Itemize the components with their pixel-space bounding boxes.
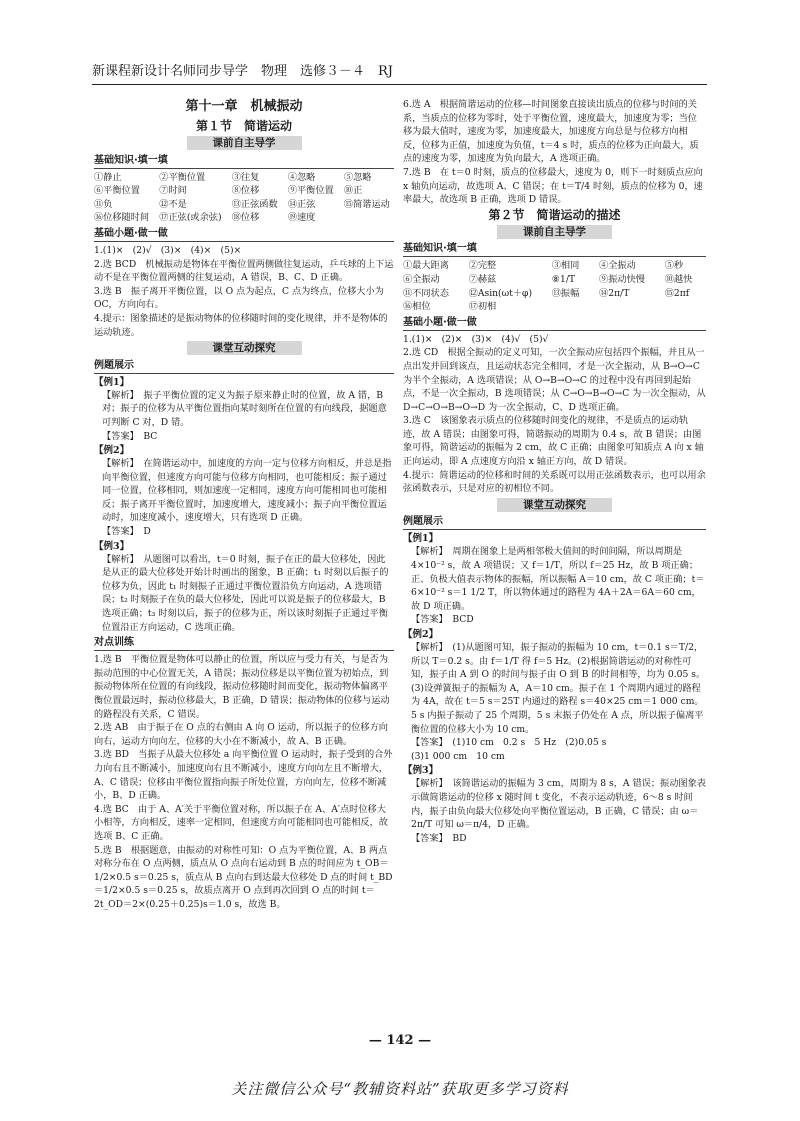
band-pre-class: 课前自主导学	[94, 136, 394, 151]
example-1-answer: 【答案】 BC	[102, 430, 158, 442]
fill-answer: ⑦赫兹	[468, 273, 497, 285]
right-column	[403, 98, 706, 845]
example-3-analysis: 【解析】 从题图可以看出，t＝0 时刻，振子在正的最大位移处，因此是从正的最大位移处开始计时画出的图象，B 正确；t₁ 时刻以后振子的位移为负，因此 t₁ 时刻振子正通过平衡位置沿负方向运动，A 选项错误；t₂ 时刻振子在负的最大位移处，因此可以说是振子的位移最大，B 选项正确；t₃ 时刻以后，振子的位移为正，所以该时刻振子正通过平衡位置沿正方向运动，C 选项正确。	[102, 553, 389, 633]
example-3-title-2: 【例3】	[403, 765, 439, 777]
fill-answer: ⑫不是	[159, 198, 187, 210]
page-number: — 142 —	[368, 1033, 432, 1048]
fill-answer: ⑦时间	[159, 185, 187, 197]
exercise-answer: 2.选 BCD 机械振动是物体在平衡位置两侧做往复运动，乒乓球的上下运动不是在平衡位置两侧的往复运动，A 错误，B、C、D 正确。	[94, 258, 394, 284]
fill-answer: ⑮2πf	[664, 287, 690, 299]
example-2-answer: 【答案】 D	[102, 526, 151, 538]
fill-answers-grid-2	[403, 259, 706, 313]
example-3-title: 【例3】	[94, 540, 130, 552]
basic-exercise-answers-2	[403, 333, 706, 496]
fill-answer: ⑫Asin(ωt＋φ)	[468, 287, 533, 299]
training-answer: 6.选 A 根据简谐运动的位移—时间图象直接读出质点的位移与时间的关系，当质点的位移为零时，处于平衡位置，速度最大，加速度为零；当位移为最大值时，速度为零，加速度最大，加速度方向总是与位移方向相反，位移为正值，加速度为负值，t＝4 s 时，质点的位移为正向最大，质点的速度为零，加速度为负向最大，A 选项正确。	[403, 99, 699, 165]
example-2-title-2: 【例2】	[403, 629, 439, 640]
running-header: 新课程新设计名师同步导学 物理 选修３－４ RJ	[92, 62, 707, 85]
fill-answer: ②平衡位置	[159, 171, 206, 183]
example-label-2: 例题展示	[403, 515, 706, 530]
fill-answers-grid	[94, 171, 394, 225]
fill-answer: ⑥平衡位置	[94, 185, 140, 197]
fill-answer: ⑬振幅	[551, 287, 580, 299]
fill-answer: ⑤秒	[664, 260, 684, 272]
fill-answer: ⑤忽略	[343, 171, 372, 183]
band-pre-class-2: 课前自主导学	[403, 225, 706, 240]
fill-answer: ⑬正弦函数	[231, 198, 278, 210]
fill-answer: ⑨振动快慢	[599, 273, 645, 285]
fill-answer: ⑲速度	[287, 212, 316, 224]
basic-exercise-answers	[94, 244, 394, 339]
example-1-title: 【例1】	[94, 376, 130, 388]
fill-answer: ②完整	[468, 260, 497, 272]
fill-answer: ⑯位移随时间	[94, 212, 150, 224]
fill-answer: ⑥全振动	[403, 273, 440, 285]
training-answer: 2.选 AB 由于振子在 O 点的右侧由 A 向 O 运动，所以振子的位移方向向右，运动方向向左，位移的大小在不断减小，故 A、B 正确。	[94, 722, 388, 747]
fill-answer: ⑩正	[343, 185, 363, 197]
example-1-answer-2: 【答案】 BCD	[411, 614, 474, 626]
training-answer: 4.选 BC 由于 A、A′关于平衡位置对称，所以振子在 A、A′点时位移大小相等，方向相反，速率一定相同，但速度方向可能相同也可能相反，故选项 B、C 正确。	[94, 803, 388, 842]
basic-knowledge-label: 基础知识·填一填	[94, 154, 394, 169]
fill-answer: ⑧1/T	[551, 273, 576, 285]
example-3-answer-2: 【答案】 BD	[411, 832, 467, 844]
example-1-analysis: 【解析】 振子平衡位置的定义为振子原来静止时的位置，故 A 错，B 对；振子的位移为从平衡位置指向某时刻所在位置的有向线段，据题意可判断 C 对，D 错。	[102, 389, 387, 428]
example-2-answer-2a: 【答案】 (1)10 cm 0.2 s 5 Hz (2)0.05 s	[411, 737, 607, 749]
fill-answer: ⑰正弦(或余弦)	[159, 212, 222, 224]
fill-answer: ④忽略	[287, 171, 316, 183]
fill-answer: ⑭正弦	[287, 198, 316, 210]
example-2-analysis-2: 【解析】 (1)从题图可知，振子振动的振幅为 10 cm，t＝0.1 s＝T/2，所以 T＝0.2 s。由 f＝1/T 得 f＝5 Hz。(2)根据简谐运动的对称性可知，振子由 A 到 O 的时间与振子由 O 到 B 的时间相等，均为 0.05 s。(3)设弹簧振子的振幅为 A，A＝10 cm。振子在 1 个周期内通过的路程为 4A，故在 t＝5 s＝25T 内通过的路程 s＝40×25 cm＝1 000 cm。5 s 内振子振动了 25 个周期，5 s 末振子仍处在 A 点，所以振子偏离平衡位置的位移大小为 10 cm。	[411, 642, 706, 735]
exercise-answer: 4.提示：图象描述的是振动物体的位移随时间的变化规律，并不是物体的运动轨迹。	[94, 312, 388, 338]
exercise-answer: 1.(1)× (2)× (3)× (4)√ (5)√	[403, 333, 549, 345]
band-in-class-2: 课堂互动探究	[403, 498, 706, 513]
example-1-title-2: 【例1】	[403, 533, 439, 545]
fill-answer: ⑪负	[94, 198, 113, 210]
fill-answer: ③往复	[231, 171, 260, 183]
exercise-answer: 4.提示：简谐运动的位移和时间的关系既可以用正弦函数表示，也可以用余弦函数表示，只是对应的初相位不同。	[403, 469, 706, 495]
example-1-analysis-2: 【解析】 周期在图象上是两相邻极大值间的时间间隔，所以周期是 4×10⁻² s，故 A 项错误；又 f＝1/T，所以 f＝25 Hz，故 B 项正确；正、负极大值表示物体的振幅，所以振幅 A＝10 cm，故 C 项正确；t＝6×10⁻² s＝1 1/2 T，所以物体通过的路程为 4A＋2A＝6A＝60 cm，故 D 项正确。	[411, 546, 705, 612]
training-answers-continued	[403, 98, 706, 207]
fill-answer: ⑯相位	[403, 301, 431, 313]
exercise-answer: 1.(1)× (2)√ (3)× (4)× (5)×	[94, 244, 242, 256]
footer-watermark-text: 关注微信公众号“教辅资料站”获取更多学习资料	[231, 1080, 569, 1098]
point-training-answers	[94, 653, 394, 911]
basic-exercise-label: 基础小题·做一做	[94, 227, 394, 242]
exercise-answer: 3.选 C 该图象表示质点的位移随时间变化的规律，不是质点的运动轨迹，故 A 错误；由图象可得，简谐振动的周期为 0.4 s，故 B 错误；由图象可得，简谐运动的振幅为 2 cm，故 C 正确；由图象可知质点 A 向 x 轴正向运动，即 A 点速度方向沿 x 轴正方向，故 D 错误。	[403, 415, 704, 468]
fill-answer: ⑪不同状态	[403, 287, 449, 299]
example-3-analysis-2: 【解析】 该简谐运动的振幅为 3 cm，周期为 8 s，A 错误；振动图象表示做简谐运动的位移 x 随时间 t 变化，不表示运动轨迹，6～8 s 时间内，振子由负向最大位移处向平衡位置运动，B 正确，C 错误；由 ω＝2π/T 可知 ω＝π/4，D 正确。	[411, 778, 706, 831]
example-2-answer-2b: (3)1 000 cm 10 cm	[411, 750, 505, 762]
fill-answer: ①最大距离	[403, 260, 449, 272]
fill-answer: ⑰初相	[468, 301, 497, 313]
fill-answer: ③相同	[551, 260, 580, 272]
training-answer: 3.选 BD 当振子从最大位移处 a 向平衡位置 O 运动时，振子受到的合外力向右且不断减小，加速度向右且不断减小，速度方向向左且不断增大，A、C 错误；位移由平衡位置指向振子所处位置，方向向左，位移不断减小，B、D 正确。	[94, 749, 393, 802]
fill-answer: ⑭2π/T	[599, 287, 630, 299]
training-answer: 7.选 B 在 t＝0 时刻，质点的位移最大，速度为 0，则下一时刻质点应向 x 轴负向运动，故选项 A、C 错误；在 t＝T/4 时刻，质点的位移为 0，速率最大，故选项 B 正确，选项 D 错误。	[403, 166, 703, 206]
training-answer: 5.选 B 根据题意，由振动的对称性可知：O 点为平衡位置，A、B 两点对称分布在 O 点两侧，质点从 O 点向右运动到 B 点的时间应为 t_OB＝1/2×0.5 s＝0.25 s，质点从 B 点向右到达最大位移处 D 点的时间 t_BD＝1/2×0.5 s＝0.25 s，故质点离开 O 点到再次回到 O 点的时间 t＝2t_OD＝2×(0.25＋0.25)s＝1.0 s，故选 B。	[94, 844, 393, 910]
section-title: 第１节 简谐运动	[195, 119, 292, 133]
point-training-label: 对点训练	[94, 636, 394, 651]
example-label: 例题展示	[94, 359, 394, 374]
basic-exercise-label-2: 基础小题·做一做	[403, 316, 706, 331]
fill-answer: ⑱位移	[231, 212, 260, 224]
exercise-answer: 2.选 CD 根据全振动的定义可知，一次全振动应包括四个振幅，并且从一点出发并回到该点，且运动状态完全相同，才是一次全振动，从 B→O→C 为半个全振动，A 选项错误；从 O→B→O→C 的过程中没有再回到起始点，不是一次全振动，B 选项错误；从 C→O→B→O→C 为一次全振动，从 D→C→O→B→O→D 为一次全振动，C、D 选项正确。	[403, 347, 706, 413]
section-2-title: 第２节 简谐运动的描述	[488, 207, 621, 222]
chapter-title: 第十一章 机械振动	[185, 99, 303, 114]
example-2-analysis: 【解析】 在简谐运动中，加速度的方向一定与位移方向相反，并总是指向平衡位置，但速度方向可能与位移方向相同，也可能相反；振子通过同一位置，位移相同，则加速度一定相同，速度方向可能相同也可能相反；振子离开平衡位置时，加速度增大，速度减小；振子向平衡位置运动时，加速度减小，速度增大，只有选项 D 正确。	[102, 458, 392, 524]
fill-answer: ⑨平衡位置	[287, 185, 334, 197]
basic-knowledge-label-2: 基础知识·填一填	[403, 242, 706, 257]
fill-answer: ⑧位移	[231, 185, 260, 197]
fill-answer: ⑮简谐运动	[343, 198, 390, 210]
fill-answer: ①静止	[94, 171, 122, 183]
training-answer: 1.选 B 平衡位置是物体可以静止的位置，所以应与受力有关，与是否为振动范围的中心位置无关，A 错误；振动位移是以平衡位置为初始点，到振动物体所在位置的有向线段，振动位移随时间而变化，振动物体偏离平衡位置最远时，振动位移最大，B 正确，D 错误；振动物体的位移与运动的路程没有关系，C 错误。	[94, 654, 390, 720]
fill-answer: ⑩越快	[664, 273, 693, 285]
fill-answer: ④全振动	[599, 260, 636, 272]
left-column	[94, 98, 394, 912]
exercise-answer: 3.选 B 振子离开平衡位置，以 O 点为起点，C 点为终点，位移大小为 OC，方向向右。	[94, 285, 384, 311]
example-2-title: 【例2】	[94, 445, 130, 457]
band-in-class: 课堂互动探究	[94, 341, 394, 356]
